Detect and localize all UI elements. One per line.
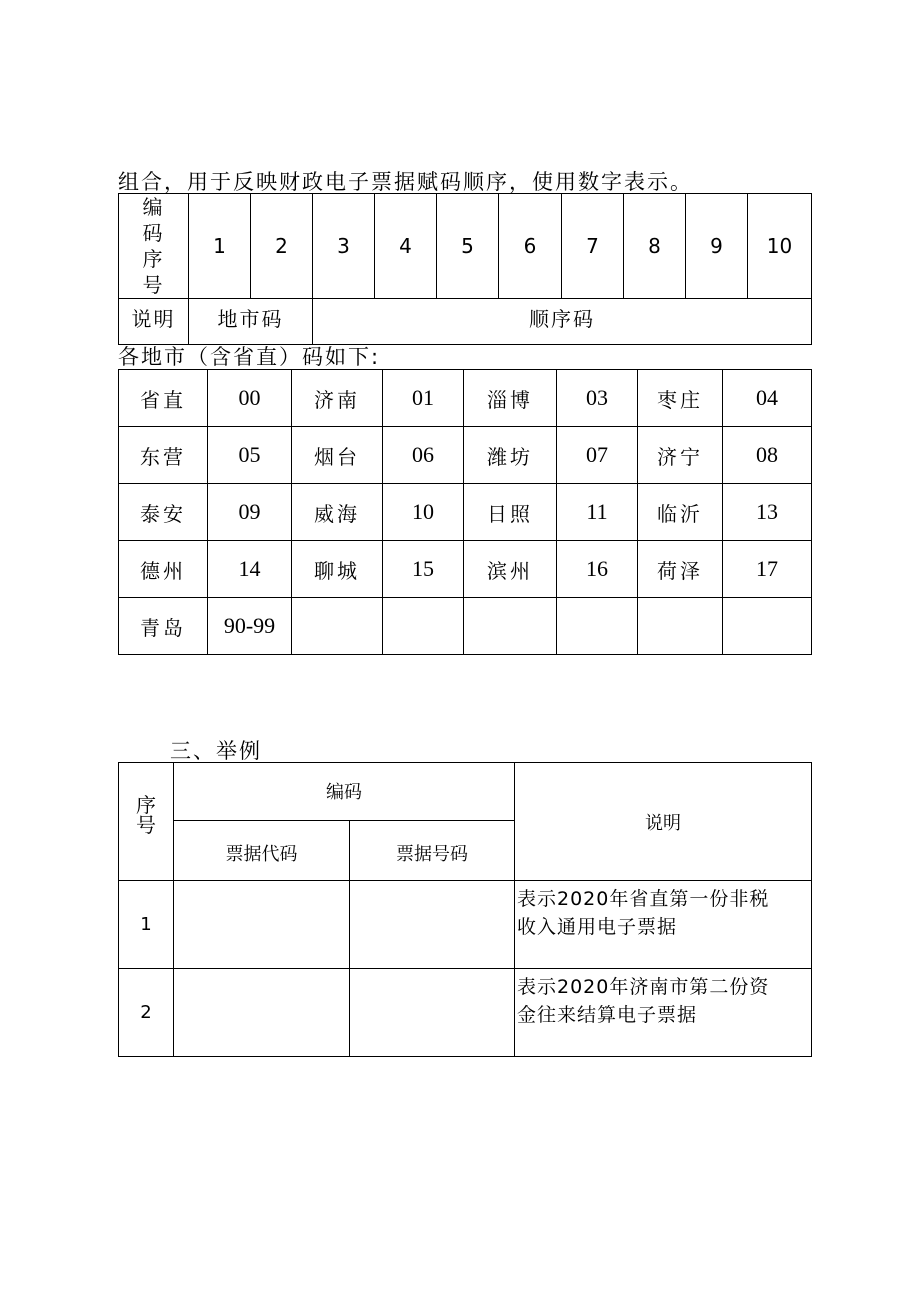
code-position-cell: 8 [624,194,686,299]
city-name-cell: 荷泽 [638,541,723,598]
example-header-row [119,763,812,821]
code-position-cell: 9 [686,194,748,299]
example-description-line: 收入通用电子票据 [517,916,678,938]
seq-header [119,763,174,881]
code-position-cell: 10 [748,194,812,299]
city-code-cell: 09 [208,484,292,541]
intro-text: 组合，用于反映财政电子票据赋码顺序，使用数字表示。 [118,170,693,194]
example-description-line: 表示2020年济南市第二份资 [517,976,770,998]
city-row [119,598,812,655]
city-name-cell: 省直 [119,370,208,427]
example-seq: 2 [119,969,174,1057]
code-description-label: 说明 [119,299,189,345]
seq-header-label: 序号 [136,793,156,837]
example-bill-code [174,969,350,1057]
city-code-cell: 14 [208,541,292,598]
example-bill-code [174,881,350,969]
city-code-cell: 03 [557,370,638,427]
city-code-cell [723,598,812,655]
city-name-cell: 滨州 [464,541,557,598]
example-row [119,881,812,969]
code-position-cell: 1 [189,194,251,299]
example-description-line: 金往来结算电子票据 [517,1004,698,1026]
city-code-cell: 00 [208,370,292,427]
city-code-cell: 10 [383,484,464,541]
city-code-cell: 13 [723,484,812,541]
code-description-row [119,299,812,345]
city-code-cell: 90-99 [208,598,292,655]
city-name-cell [292,598,383,655]
city-name-cell: 青岛 [119,598,208,655]
city-codes-heading: 各地市（含省直）码如下: [118,345,381,369]
example-table [118,762,812,1057]
sequence-code-label: 顺序码 [313,299,812,345]
city-name-cell: 潍坊 [464,427,557,484]
example-heading: 三、举例 [170,739,262,763]
example-row [119,969,812,1057]
city-row [119,427,812,484]
city-name-cell [638,598,723,655]
example-description [515,881,812,969]
desc-header: 说明 [515,763,812,881]
city-code-cell: 16 [557,541,638,598]
city-code-cell: 07 [557,427,638,484]
code-position-cell: 2 [251,194,313,299]
code-header: 编码 [174,763,515,821]
city-name-cell: 泰安 [119,484,208,541]
city-name-cell [464,598,557,655]
code-position-cell: 4 [375,194,437,299]
city-code-cell: 15 [383,541,464,598]
city-code-label: 地市码 [189,299,313,345]
code-position-cell: 5 [437,194,499,299]
city-name-cell: 淄博 [464,370,557,427]
city-name-cell: 东营 [119,427,208,484]
city-code-cell: 17 [723,541,812,598]
city-code-cell [557,598,638,655]
code-position-cell: 6 [499,194,562,299]
example-bill-number [350,881,515,969]
city-name-cell: 聊城 [292,541,383,598]
city-code-cell: 08 [723,427,812,484]
city-codes-table [118,369,812,655]
example-description [515,969,812,1057]
city-name-cell: 济南 [292,370,383,427]
city-code-cell: 06 [383,427,464,484]
bill-code-header: 票据代码 [174,821,350,881]
code-position-cell: 3 [313,194,375,299]
code-position-header: 编码序号 [119,194,189,299]
city-name-cell: 德州 [119,541,208,598]
city-row [119,484,812,541]
city-row [119,541,812,598]
city-code-cell [383,598,464,655]
example-seq: 1 [119,881,174,969]
city-code-cell: 04 [723,370,812,427]
example-bill-number [350,969,515,1057]
city-code-cell: 11 [557,484,638,541]
city-name-cell: 威海 [292,484,383,541]
code-structure-table [118,193,812,345]
city-name-cell: 枣庄 [638,370,723,427]
city-row [119,370,812,427]
city-name-cell: 烟台 [292,427,383,484]
city-code-cell: 05 [208,427,292,484]
code-position-cell: 7 [562,194,624,299]
bill-number-header: 票据号码 [350,821,515,881]
city-name-cell: 济宁 [638,427,723,484]
city-name-cell: 日照 [464,484,557,541]
example-description-line: 表示2020年省直第一份非税 [517,888,770,910]
city-name-cell: 临沂 [638,484,723,541]
city-code-cell: 01 [383,370,464,427]
code-position-row [119,194,812,299]
